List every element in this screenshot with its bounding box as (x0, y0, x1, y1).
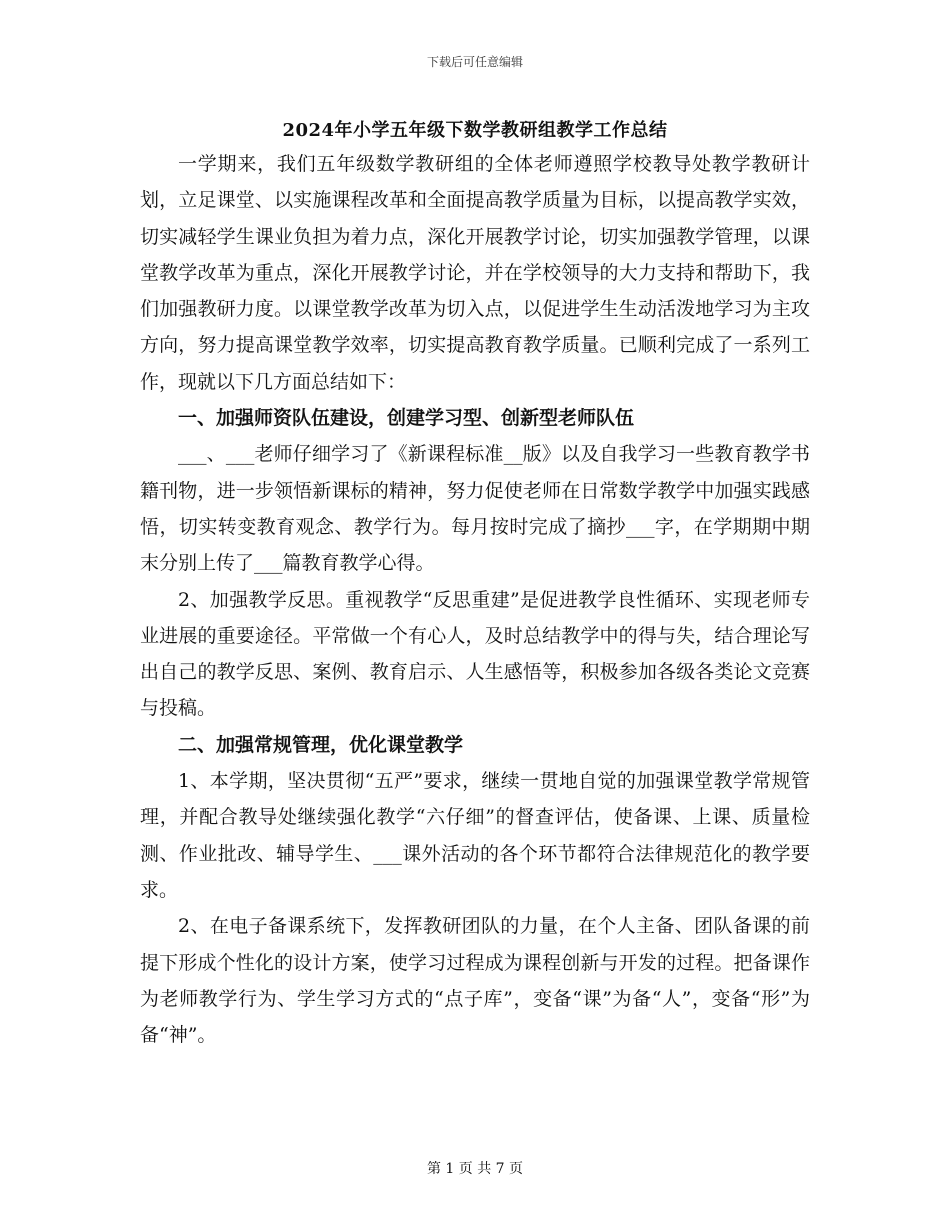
header-note: 下载后可任意编辑 (426, 55, 523, 69)
section-1-paragraph-1: ___、___老师仔细学习了《新课程标准__版》以及自我学习一些教育教学书籍刊物，进一步领悟新课标的精神，努力促使老师在日常数学教学中加强实践感悟，切实转变教育观念、教学行为。每月按时完成了摘抄___字，在学期期中期末分别上传了___篇教育教学心得。 (140, 443, 810, 575)
section-2-paragraph-1: 1、本学期，坚决贯彻“五严”要求，继续一贯地自觉的加强课堂教学常规管理，并配合教导处继续强化教学“六仔细”的督查评估，使备课、上课、质量检测、作业批改、辅导学生、___课外活动的各个环节都符合法律规范化的教学要求。 (140, 770, 810, 901)
document-body (140, 146, 810, 1053)
section-1-paragraph-2: 2、加强教学反思。重视教学“反思重建”是促进教学良性循环、实现老师专业进展的重要途径。平常做一个有心人，及时总结教学中的得与失，结合理论写出自己的教学反思、案例、教育启示、人生感悟等，积极参加各级各类论文竞赛与投稿。 (140, 588, 810, 720)
section-heading-1: 一、加强师资队伍建设，创建学习型、创新型老师队伍 (178, 407, 635, 430)
intro-paragraph: 一学期来，我们五年级数学教研组的全体老师遵照学校教导处教学教研计划，立足课堂、以实施课程改革和全面提高教学质量为目标，以提高教学实效，切实减轻学生课业负担为着力点，深化开展教学讨论，切实加强教学管理，以课堂教学改革为重点，深化开展教学讨论，并在学校领导的大力支持和帮助下，我们加强教研力度。以课堂教学改革为切入点，以促进学生生动活泼地学习为主攻方向，努力提高课堂教学效率，切实提高教育教学质量。已顺利完成了一系列工作，现就以下几方面总结如下： (140, 153, 810, 393)
section-heading-2: 二、加强常规管理，优化课堂教学 (178, 733, 464, 756)
document-title: 2024年小学五年级下数学教研组教学工作总结 (282, 120, 668, 141)
page-number: 第 1 页 共 7 页 (426, 1161, 524, 1177)
section-2-paragraph-2: 2、在电子备课系统下，发挥教研团队的力量，在个人主备、团队备课的前提下形成个性化的设计方案，使学习过程成为课程创新与开发的过程。把备课作为老师教学行为、学生学习方式的“点子库”，变备“课”为备“人”，变备“形”为备“神”。 (140, 915, 810, 1047)
